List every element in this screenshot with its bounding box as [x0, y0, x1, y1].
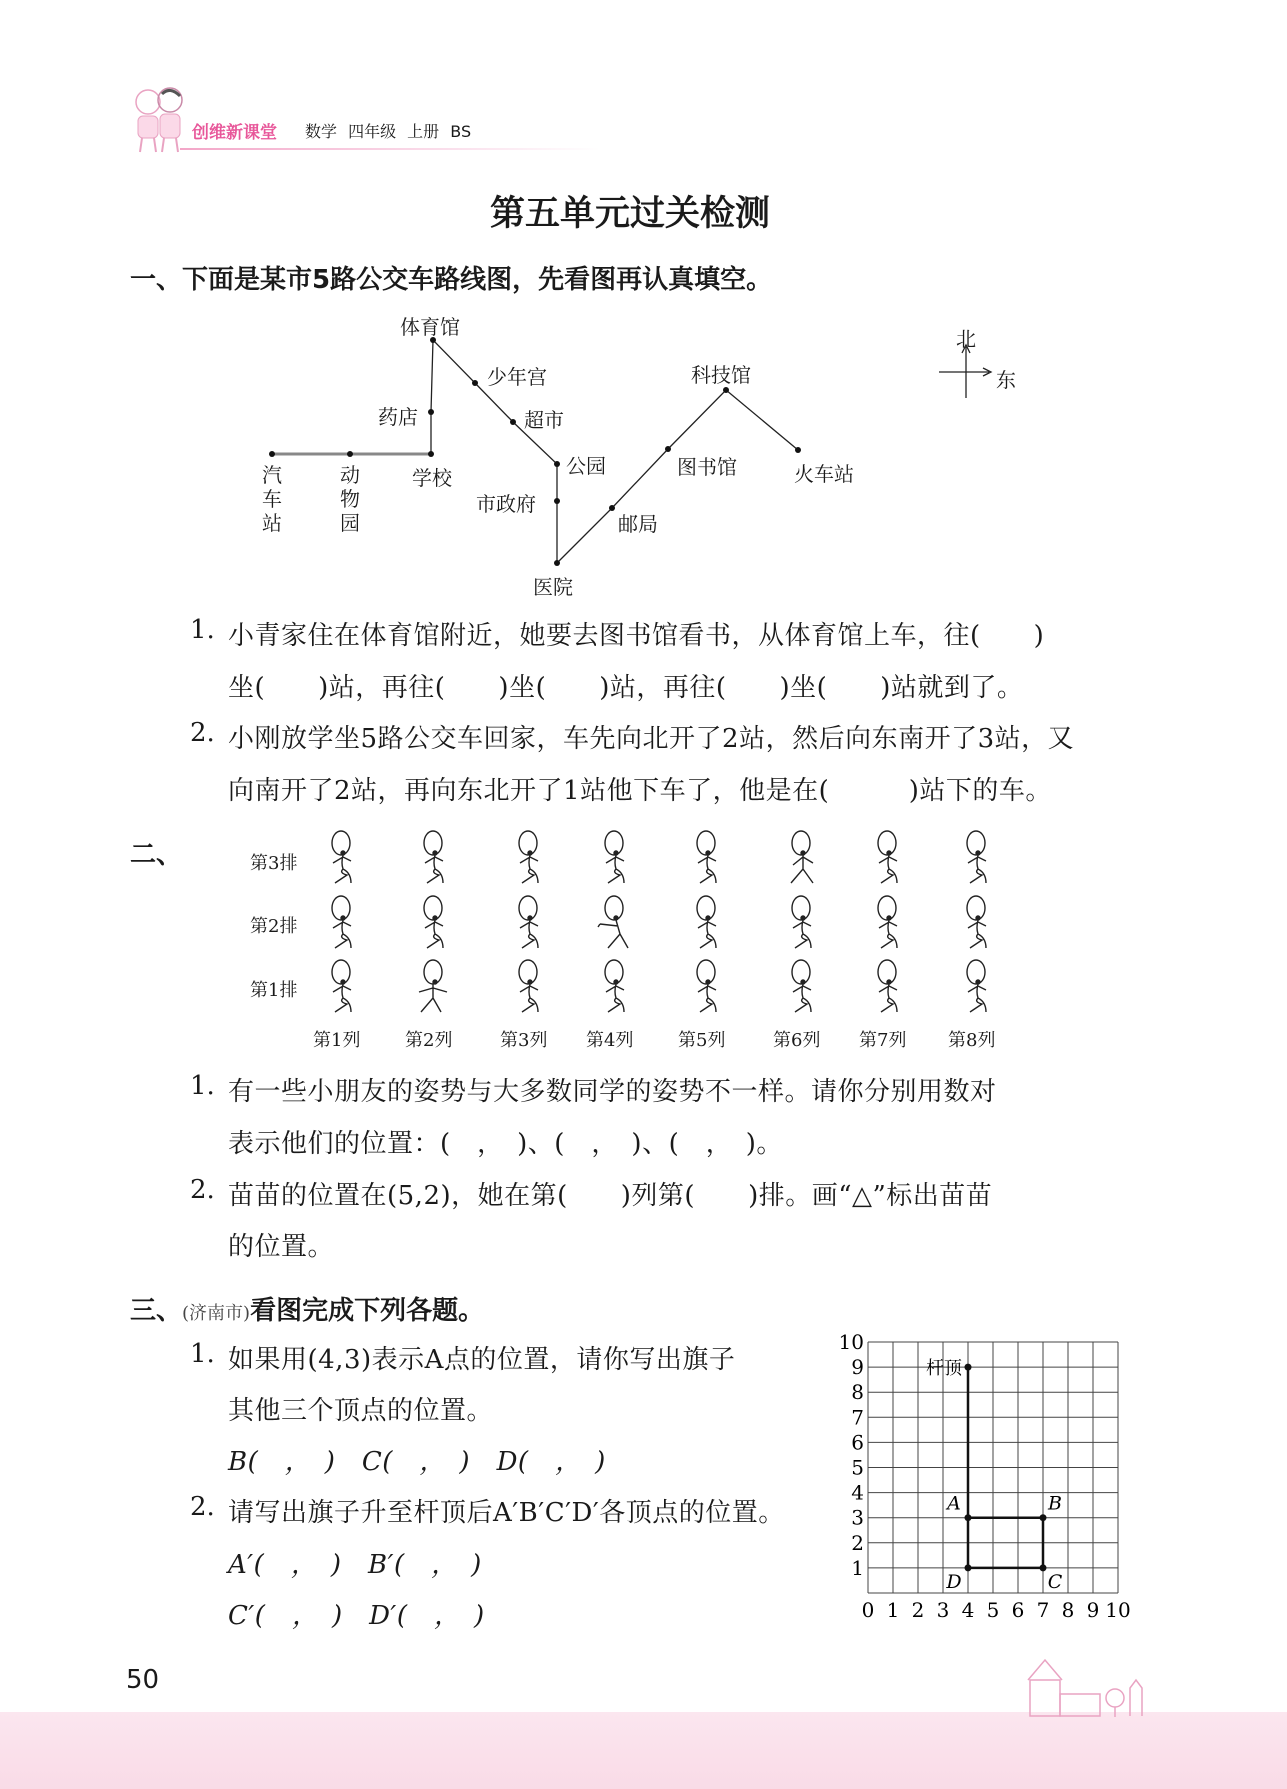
q1-1-line2: 坐( )站，再往( )坐( )站，再往( )坐( )站就到了。: [228, 673, 1024, 703]
column-label-1: 第1列: [313, 1030, 361, 1051]
point-label-B: B: [1048, 1492, 1062, 1515]
column-label-2: 第2列: [405, 1030, 453, 1051]
column-label-7: 第7列: [859, 1030, 907, 1051]
q1-2-line2: 向南开了2站，再向东北开了1站他下车了，他是在( )站下的车。: [228, 776, 1052, 806]
y-tick-label: 4: [851, 1480, 864, 1505]
q3-2-line2: A′( ， ) B′( ， ): [228, 1550, 482, 1580]
column-label-6: 第6列: [773, 1030, 821, 1051]
q3-2-number: 2.: [190, 1492, 215, 1522]
station-supermarket: 超市: [524, 408, 564, 432]
point-D: [965, 1564, 972, 1571]
section3-title: 看图完成下列各题。: [250, 1296, 485, 1326]
q2-2-line1: 苗苗的位置在(5,2)，她在第( )列第( )排。画“△”标出苗苗: [228, 1181, 993, 1211]
x-tick-label: 0: [861, 1598, 875, 1622]
column-label-5: 第5列: [678, 1030, 726, 1051]
x-tick-label: 2: [911, 1598, 925, 1622]
q3-2-line1: 请写出旗子升至杆顶后A′B′C′D′各顶点的位置。: [228, 1498, 785, 1528]
point-label-D: D: [946, 1570, 962, 1593]
y-tick-label: 5: [851, 1455, 864, 1480]
compass-east: 东: [996, 368, 1016, 392]
station-stadium: 体育馆: [400, 315, 460, 339]
x-tick-label: 8: [1061, 1598, 1075, 1622]
q1-2-number: 2.: [190, 718, 215, 748]
compass-north: 北: [956, 327, 976, 351]
footer-band: [0, 1712, 1287, 1789]
row-label-1: 第1排: [250, 980, 298, 1001]
station-city-hall: 市政府: [476, 492, 536, 516]
q3-1-number: 1.: [190, 1339, 215, 1369]
station-train-station: 火车站: [794, 462, 854, 486]
y-tick-label: 9: [851, 1355, 864, 1380]
point-label-A: A: [947, 1492, 961, 1515]
column-label-8: 第8列: [948, 1030, 996, 1051]
book-subtitle: 数学 四年级 上册 BS: [305, 122, 472, 141]
station-hospital: 医院: [533, 575, 573, 599]
station-library: 图书馆: [677, 455, 737, 479]
y-tick-label: 1: [851, 1555, 864, 1580]
q2-1-line2: 表示他们的位置：( ， )、( ， )、( ， )。: [228, 1129, 783, 1159]
section3-source: (济南市): [182, 1303, 251, 1324]
x-tick-label: 3: [936, 1598, 950, 1622]
section2-heading: 二、: [130, 840, 183, 870]
column-label-4: 第4列: [586, 1030, 634, 1051]
point-A: [965, 1514, 972, 1521]
q3-1-line3: B( ， ) C( ， ) D( ， ): [228, 1447, 606, 1477]
q3-1-line2: 其他三个顶点的位置。: [228, 1396, 494, 1426]
q3-1-line1: 如果用(4,3)表示A点的位置，请你写出旗子: [228, 1345, 736, 1375]
page-title: 第五单元过关检测: [489, 194, 770, 234]
q2-1-number: 1.: [190, 1071, 215, 1101]
y-tick-label: 2: [851, 1530, 864, 1555]
point-B: [1040, 1514, 1047, 1521]
station-school: 学校: [412, 466, 452, 490]
x-tick-label: 10: [1105, 1598, 1131, 1622]
y-tick-label: 8: [851, 1380, 864, 1405]
pole-top-label: 杆顶: [926, 1358, 962, 1380]
x-tick-label: 9: [1086, 1598, 1100, 1622]
brand-name: 创维新课堂: [192, 123, 277, 143]
x-tick-label: 7: [1036, 1598, 1050, 1622]
q1-2-line1: 小刚放学坐5路公交车回家，车先向北开了2站，然后向东南开了3站，又: [228, 724, 1075, 754]
section3-prefix: 三、: [130, 1296, 183, 1326]
q3-2-line3: C′( ， ) D′( ， ): [228, 1601, 485, 1631]
station-park: 公园: [566, 454, 606, 478]
station-pharmacy: 药店: [378, 405, 418, 429]
station-bus-terminal: 汽车站: [262, 463, 282, 535]
x-tick-label: 1: [886, 1598, 900, 1622]
page-number: 50: [126, 1665, 160, 1695]
pole-top-point: [965, 1364, 972, 1371]
row-label-2: 第2排: [250, 916, 298, 937]
q2-2-line2: 的位置。: [228, 1232, 335, 1262]
station-post-office: 邮局: [618, 512, 658, 536]
q1-1-number: 1.: [190, 615, 215, 645]
station-zoo: 动物园: [340, 463, 360, 535]
y-tick-label: 10: [838, 1330, 864, 1354]
y-tick-label: 6: [851, 1430, 864, 1455]
station-science-museum: 科技馆: [691, 363, 751, 387]
x-tick-label: 5: [986, 1598, 1000, 1622]
q1-1-line1: 小青家住在体育馆附近，她要去图书馆看书，从体育馆上车，往( ): [228, 621, 1045, 651]
castle-decoration-icon: [990, 1650, 1160, 1720]
column-label-3: 第3列: [500, 1030, 548, 1051]
q2-1-line1: 有一些小朋友的姿势与大多数同学的姿势不一样。请你分别用数对: [228, 1077, 997, 1107]
x-tick-label: 6: [1011, 1598, 1025, 1622]
point-C: [1040, 1564, 1047, 1571]
row-label-3: 第3排: [250, 853, 298, 874]
x-tick-label: 4: [961, 1598, 975, 1622]
q2-2-number: 2.: [190, 1175, 215, 1205]
point-label-C: C: [1047, 1570, 1063, 1593]
station-youth-palace: 少年宫: [487, 365, 547, 389]
y-tick-label: 3: [851, 1505, 864, 1530]
section1-heading: 一、下面是某市5路公交车路线图，先看图再认真填空。: [130, 265, 773, 295]
y-tick-label: 7: [851, 1405, 864, 1430]
